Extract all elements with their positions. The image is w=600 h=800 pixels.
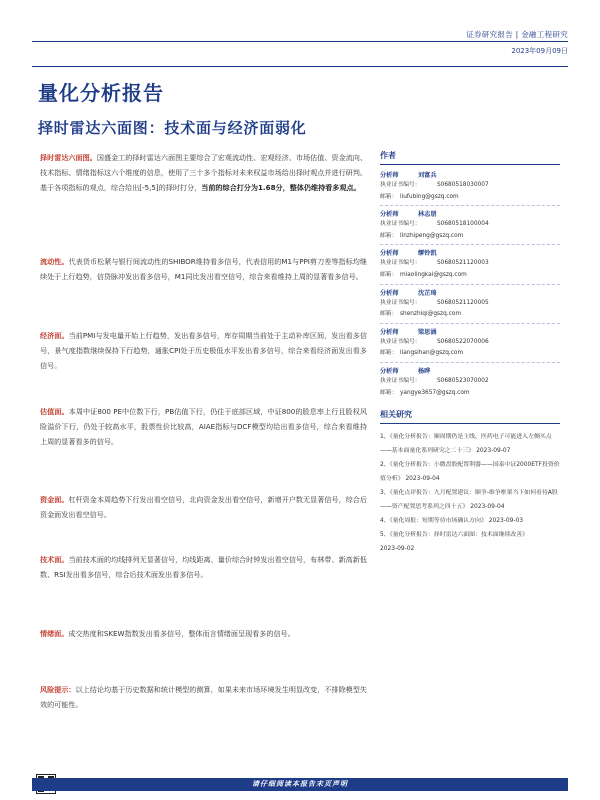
report-date: 2023年09月09日 (511, 47, 568, 55)
related-report-date: 2023-09-02 (380, 546, 415, 553)
email-label: 邮箱： (380, 389, 398, 396)
license-label: 执业证书编号： (380, 260, 421, 267)
analyst-name: 沈芷琦 (418, 289, 437, 297)
paragraph-lead: 流动性。 (40, 257, 69, 266)
related-report-link[interactable] (380, 528, 560, 556)
email-label: 邮箱： (380, 350, 398, 357)
analyst-role: 分析师 (380, 172, 399, 179)
license-number: S0680521120003 (437, 260, 489, 267)
related-report-date: 2023-09-07 (476, 448, 511, 455)
divider (380, 362, 560, 363)
related-research-heading: 相关研究 (380, 409, 560, 424)
analyst-name: 杨晔 (418, 367, 431, 375)
paragraph-lead: 经济面。 (40, 331, 69, 340)
related-report-link[interactable] (380, 430, 560, 458)
related-report-title: 4、《量化周报：短期等待市场确认方向》 (380, 518, 487, 525)
paragraph-lead: 资金面。 (40, 495, 69, 504)
authors-heading: 作者 (380, 150, 560, 165)
related-report-title: 5、《量化分析报告：择时雷达六面图：技术面继续改善》 (380, 532, 529, 539)
related-report-link[interactable] (380, 458, 560, 486)
header-rule (32, 66, 568, 67)
related-report-title: 3、《量化点评报告：九月配置建议：顺争-维争框架当下如何看待A股——资产配置思考系列之四十五》 (380, 490, 558, 511)
paragraph-lead: 估值面。 (40, 407, 69, 416)
license-label: 执业证书编号： (380, 377, 421, 384)
paragraph-lead: 技术面。 (40, 555, 69, 564)
analyst-card (380, 365, 560, 399)
paragraph-valuation (40, 404, 367, 450)
analyst-role: 分析师 (380, 211, 399, 219)
email-label: 邮箱： (380, 311, 398, 318)
related-report-link[interactable] (380, 514, 560, 528)
paragraph-liquidity (40, 254, 367, 284)
license-label: 执业证书编号： (380, 299, 421, 306)
paragraph-text: 国盛金工的择时雷达六面图主要综合了宏观流动性、宏观经济、市场估值、资金流向、技术指标、情绪指标这六个维度的信息，使用了三十多个指标对未来权益市场给出择时观点并进行研判。基于各项指标的观点，综合给出[-5,5]的择时打分， (40, 153, 367, 193)
license-label: 执业证书编号： (380, 182, 421, 188)
analyst-card (380, 247, 560, 281)
paragraph-lead: 择时雷达六面图。 (40, 153, 97, 162)
related-report-link[interactable] (380, 486, 560, 514)
analyst-role: 分析师 (380, 367, 399, 375)
analyst-name: 缪铃凯 (418, 250, 437, 258)
paragraph-text: 成交热度和SKEW指数发出看多信号，整体而言情绪面呈现看多的信号。 (68, 629, 295, 638)
divider (380, 244, 560, 245)
divider (380, 284, 560, 285)
license-label: 执业证书编号： (380, 338, 421, 345)
analyst-card (380, 287, 560, 321)
license-number: S0680522070006 (437, 338, 489, 345)
paragraph-text: 本周中证800 PE中位数下行，PB估值下行，仍往于底部区域，中证800的股息率上行且股权风险溢价下行，仍处于较高水平，股票性价比较高，AIAE指标与DCF模型均给出看多信号，综合来看维持上周的显著看多的信号。 (40, 407, 367, 447)
divider (380, 205, 560, 206)
paragraph-economy (40, 328, 367, 374)
divider (380, 323, 560, 324)
email-link[interactable]: shenzhiqi@gszq.com (400, 311, 461, 318)
license-number: S0680523070002 (437, 377, 489, 384)
related-report-date: 2023-09-04 (470, 504, 505, 511)
paragraph-technical (40, 552, 367, 582)
related-report-title: 2、《量化分析报告：小微盘股配置利器——国泰中证2000ETF投资价值分析》 (380, 462, 560, 483)
sidebar (380, 150, 560, 556)
analyst-role: 分析师 (380, 289, 399, 297)
email-label: 邮箱： (380, 232, 398, 239)
paragraph-emphasis: 当前的综合打分为1.68分，整体仍维持看多观点。 (201, 183, 361, 193)
license-number: S0680518030007 (437, 182, 489, 188)
paragraph-risk (40, 682, 367, 712)
email-label: 邮箱： (380, 271, 398, 278)
report-title: 择时雷达六面图：技术面与经济面弱化 (38, 119, 307, 137)
paragraph-lead: 情绪面。 (40, 629, 69, 638)
analyst-card (380, 208, 560, 242)
report-type: 量化分析报告 (38, 81, 164, 105)
email-link[interactable]: miaolingkai@gszq.com (400, 271, 467, 278)
analyst-card (380, 169, 560, 203)
paragraph-sentiment (40, 626, 367, 641)
license-number: S0680521120005 (437, 299, 489, 306)
email-link[interactable]: liufubing@gszq.com (400, 193, 459, 200)
email-label: 邮箱： (380, 193, 398, 200)
analyst-name: 刘富兵 (418, 172, 437, 179)
email-link[interactable]: yangye3657@gszq.com (400, 389, 470, 396)
license-number: S0680518100004 (437, 221, 489, 228)
paragraph-radar (40, 150, 367, 196)
analyst-role: 分析师 (380, 328, 399, 336)
license-label: 执业证书编号： (380, 221, 421, 228)
paragraph-text: 当前技术面的均线排列无显著信号，均线距离、量价综合时钟发出看空信号，布林带、新高新低数、RSI发出看多信号，综合后技术面发出看多信号。 (40, 555, 367, 580)
paragraph-text: 代表货币松紧与银行间流动性的SHIBOR维持看多信号，代表信用的M1与PPI剪刀差等指标均继续处于上行趋势，信贷脉冲发出看多信号，M1同比发出看空信号，综合来看维持上周的显著看多信号。 (40, 257, 367, 282)
paragraph-text: 当前PMI与发电量开始上行趋势，发出看多信号，库存周期当前处于主动补库区间，发出看多信号，景气度指数继续保持下行趋势，通胀CPI处于历史极低水平发出看多信号，综合来看经济面发出看多信号。 (40, 331, 367, 371)
paragraph-text: 以上结论均基于历史数据和统计模型的测算，如果未来市场环境发生明显改变，不排除模型失效的可能性。 (40, 685, 367, 710)
related-report-date: 2023-09-03 (488, 518, 523, 525)
analyst-name: 梁思涵 (418, 328, 437, 336)
header-divider (32, 41, 568, 42)
footer-disclaimer[interactable]: 请仔细阅读本报告末页声明 (252, 780, 348, 788)
document-category: 证券研究报告 | 金融工程研究 (466, 30, 568, 39)
analyst-name: 林志朋 (418, 211, 437, 219)
email-link[interactable]: linzhipeng@gszq.com (400, 232, 464, 239)
footer (0, 774, 600, 800)
analyst-role: 分析师 (380, 250, 399, 258)
related-report-title: 1、《量化分析报告：顺周期仍是主线，医药电子可能进入左侧买点——基本面量化系列研究之二十三》 (380, 434, 552, 455)
paragraph-text: 杠杆资金本周趋势下行发出看空信号，北向资金发出看空信号，新增开户数无显著信号，综合后资金面发出看空信号。 (40, 495, 367, 520)
paragraph-capital (40, 492, 367, 522)
related-report-date: 2023-09-04 (405, 476, 440, 483)
analyst-card (380, 326, 560, 360)
paragraph-lead: 风险提示： (40, 685, 76, 694)
email-link[interactable]: liangsihan@gszq.com (400, 350, 464, 357)
